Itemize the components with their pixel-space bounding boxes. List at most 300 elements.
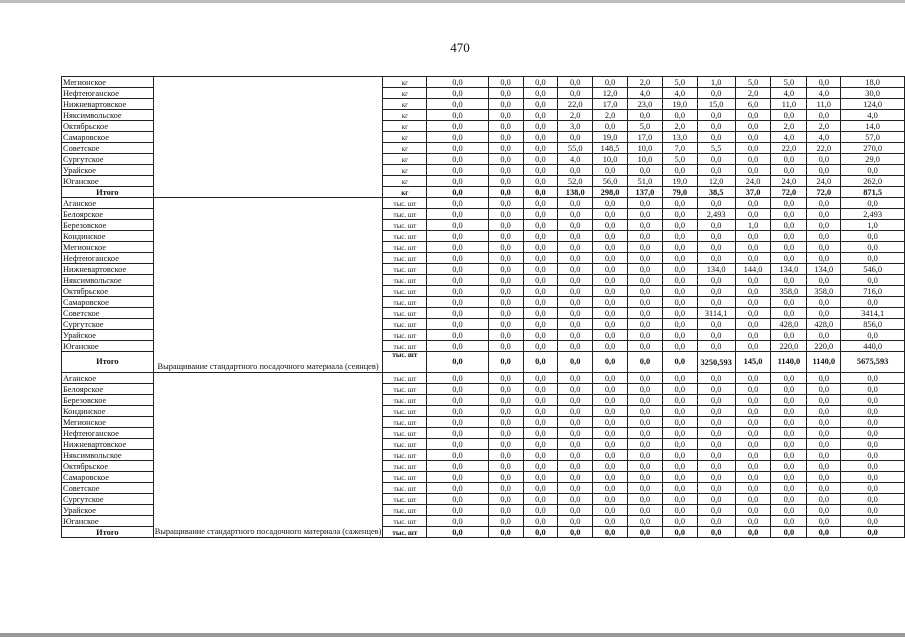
region-name: Октябрьское: [62, 286, 154, 297]
value-cell: 10,0: [628, 154, 663, 165]
value-cell: 0,0: [628, 209, 663, 220]
value-cell: 4,0: [807, 132, 841, 143]
value-cell: 0,0: [771, 494, 807, 505]
value-cell: 0,0: [593, 384, 628, 395]
value-cell: 0,0: [628, 242, 663, 253]
value-cell: 0,0: [488, 187, 523, 198]
value-cell: 134,0: [697, 264, 735, 275]
value-cell: 0,0: [488, 176, 523, 187]
region-name: Березовское: [62, 395, 154, 406]
value-cell: 3250,593: [697, 352, 735, 373]
value-cell: 0,0: [558, 472, 593, 483]
value-cell: 0,0: [735, 121, 771, 132]
value-cell: 144,0: [735, 264, 771, 275]
value-cell: 0,0: [427, 428, 488, 439]
value-cell: 0,0: [593, 505, 628, 516]
unit-cell: тыс. шт: [383, 494, 427, 505]
value-cell: 0,0: [558, 406, 593, 417]
unit-cell: тыс. шт: [383, 319, 427, 330]
value-cell: 0,0: [488, 198, 523, 209]
value-cell: 0,0: [771, 384, 807, 395]
value-cell: 0,0: [841, 297, 905, 308]
unit-cell: тыс. шт: [383, 384, 427, 395]
unit-cell: тыс. шт: [383, 527, 427, 538]
value-cell: 0,0: [841, 231, 905, 242]
value-cell: 0,0: [593, 406, 628, 417]
value-cell: 0,0: [735, 527, 771, 538]
value-cell: 11,0: [771, 99, 807, 110]
value-cell: 0,0: [662, 297, 697, 308]
region-name: Мегионское: [62, 242, 154, 253]
value-cell: 0,0: [488, 121, 523, 132]
value-cell: 0,0: [807, 516, 841, 527]
value-cell: 0,0: [427, 132, 488, 143]
value-cell: 0,0: [662, 472, 697, 483]
value-cell: 0,0: [593, 297, 628, 308]
value-cell: 0,0: [628, 428, 663, 439]
value-cell: 0,0: [807, 373, 841, 384]
value-cell: 0,0: [523, 373, 558, 384]
value-cell: 0,0: [558, 439, 593, 450]
value-cell: 0,0: [662, 461, 697, 472]
value-cell: 0,0: [807, 461, 841, 472]
value-cell: 0,0: [735, 132, 771, 143]
value-cell: 0,0: [523, 187, 558, 198]
value-cell: 0,0: [427, 472, 488, 483]
value-cell: 0,0: [807, 450, 841, 461]
value-cell: 0,0: [593, 341, 628, 352]
region-name: Урайское: [62, 505, 154, 516]
value-cell: 0,0: [523, 450, 558, 461]
value-cell: 0,0: [697, 154, 735, 165]
value-cell: 0,0: [771, 527, 807, 538]
value-cell: 0,0: [662, 417, 697, 428]
unit-cell: тыс. шт: [383, 231, 427, 242]
value-cell: 0,0: [523, 330, 558, 341]
value-cell: 0,0: [771, 472, 807, 483]
value-cell: 0,0: [807, 505, 841, 516]
unit-cell: тыс. шт: [383, 286, 427, 297]
value-cell: 0,0: [771, 439, 807, 450]
value-cell: 0,0: [662, 253, 697, 264]
value-cell: 0,0: [593, 352, 628, 373]
value-cell: 0,0: [523, 286, 558, 297]
value-cell: 0,0: [488, 406, 523, 417]
value-cell: 270,0: [841, 143, 905, 154]
value-cell: 0,0: [558, 77, 593, 88]
value-cell: 0,0: [807, 209, 841, 220]
value-cell: 0,0: [841, 505, 905, 516]
unit-cell: кг: [383, 77, 427, 88]
value-cell: 220,0: [771, 341, 807, 352]
value-cell: 0,0: [558, 132, 593, 143]
value-cell: 0,0: [628, 461, 663, 472]
value-cell: 3,0: [558, 121, 593, 132]
value-cell: 0,0: [523, 461, 558, 472]
value-cell: 5,0: [771, 77, 807, 88]
region-name: Белоярское: [62, 384, 154, 395]
value-cell: 0,0: [523, 319, 558, 330]
value-cell: 0,0: [427, 308, 488, 319]
value-cell: 134,0: [807, 264, 841, 275]
value-cell: 0,0: [593, 527, 628, 538]
value-cell: 0,0: [697, 483, 735, 494]
value-cell: 0,0: [628, 417, 663, 428]
value-cell: 0,0: [488, 450, 523, 461]
value-cell: 0,0: [662, 286, 697, 297]
value-cell: 0,0: [558, 461, 593, 472]
value-cell: 0,0: [523, 341, 558, 352]
value-cell: 5,0: [628, 121, 663, 132]
value-cell: 0,0: [558, 220, 593, 231]
value-cell: 0,0: [523, 275, 558, 286]
value-cell: 0,0: [807, 472, 841, 483]
value-cell: 10,0: [628, 143, 663, 154]
value-cell: 0,0: [558, 165, 593, 176]
value-cell: 0,0: [488, 330, 523, 341]
value-cell: 0,0: [593, 461, 628, 472]
value-cell: 0,0: [488, 417, 523, 428]
region-name: Самаровское: [62, 297, 154, 308]
value-cell: 546,0: [841, 264, 905, 275]
value-cell: 262,0: [841, 176, 905, 187]
value-cell: 0,0: [735, 110, 771, 121]
value-cell: 0,0: [558, 253, 593, 264]
value-cell: 0,0: [558, 231, 593, 242]
value-cell: 0,0: [841, 242, 905, 253]
value-cell: 0,0: [771, 198, 807, 209]
value-cell: 0,0: [488, 209, 523, 220]
value-cell: 0,0: [427, 483, 488, 494]
value-cell: 0,0: [523, 209, 558, 220]
value-cell: 24,0: [735, 176, 771, 187]
value-cell: 0,0: [593, 209, 628, 220]
work-description: Выращивание стандартного посадочного материала (саженцев): [153, 373, 383, 538]
value-cell: 0,0: [593, 439, 628, 450]
value-cell: 0,0: [523, 297, 558, 308]
value-cell: 0,0: [807, 406, 841, 417]
table-row: [62, 198, 905, 209]
value-cell: 0,0: [697, 527, 735, 538]
value-cell: 0,0: [523, 77, 558, 88]
value-cell: 0,0: [841, 472, 905, 483]
value-cell: 0,0: [593, 494, 628, 505]
value-cell: 0,0: [523, 253, 558, 264]
value-cell: 0,0: [593, 286, 628, 297]
value-cell: 0,0: [488, 341, 523, 352]
value-cell: 0,0: [558, 352, 593, 373]
value-cell: 0,0: [662, 505, 697, 516]
value-cell: 17,0: [593, 99, 628, 110]
region-name: Кондинское: [62, 231, 154, 242]
value-cell: 0,0: [735, 428, 771, 439]
value-cell: 0,0: [697, 165, 735, 176]
value-cell: 5675,593: [841, 352, 905, 373]
value-cell: 57,0: [841, 132, 905, 143]
region-name: Сургутское: [62, 319, 154, 330]
value-cell: 3114,1: [697, 308, 735, 319]
value-cell: 0,0: [427, 121, 488, 132]
value-cell: 0,0: [771, 253, 807, 264]
value-cell: 0,0: [841, 384, 905, 395]
value-cell: 0,0: [427, 417, 488, 428]
value-cell: 0,0: [558, 209, 593, 220]
value-cell: 0,0: [662, 264, 697, 275]
region-name: Белоярское: [62, 209, 154, 220]
value-cell: 0,0: [697, 472, 735, 483]
value-cell: 0,0: [488, 505, 523, 516]
value-cell: 0,0: [427, 77, 488, 88]
value-cell: 0,0: [628, 406, 663, 417]
value-cell: 0,0: [771, 483, 807, 494]
unit-cell: кг: [383, 143, 427, 154]
value-cell: 0,0: [735, 330, 771, 341]
value-cell: 0,0: [593, 220, 628, 231]
region-name: Октябрьское: [62, 121, 154, 132]
value-cell: 0,0: [628, 384, 663, 395]
scan-edge-top: [0, 0, 905, 3]
total-label: Итого: [62, 352, 154, 373]
value-cell: 0,0: [558, 264, 593, 275]
value-cell: 0,0: [662, 428, 697, 439]
value-cell: 0,0: [593, 264, 628, 275]
value-cell: 0,0: [697, 505, 735, 516]
value-cell: 0,0: [735, 209, 771, 220]
value-cell: 0,0: [523, 198, 558, 209]
value-cell: 0,0: [735, 308, 771, 319]
value-cell: 0,0: [488, 88, 523, 99]
value-cell: 0,0: [771, 110, 807, 121]
value-cell: 0,0: [427, 352, 488, 373]
value-cell: 0,0: [523, 242, 558, 253]
value-cell: 0,0: [735, 341, 771, 352]
value-cell: 0,0: [628, 297, 663, 308]
value-cell: 0,0: [488, 286, 523, 297]
value-cell: 0,0: [697, 286, 735, 297]
value-cell: 0,0: [558, 308, 593, 319]
value-cell: 0,0: [771, 461, 807, 472]
unit-cell: тыс. шт: [383, 450, 427, 461]
value-cell: 0,0: [558, 417, 593, 428]
value-cell: 0,0: [662, 308, 697, 319]
unit-cell: кг: [383, 121, 427, 132]
scan-edge-bottom: [0, 633, 905, 637]
value-cell: 0,0: [488, 77, 523, 88]
value-cell: 0,0: [841, 330, 905, 341]
value-cell: 0,0: [628, 395, 663, 406]
value-cell: 0,0: [593, 253, 628, 264]
work-description: Выращивание стандартного посадочного материала (сеянцев): [153, 198, 383, 373]
value-cell: 5,0: [662, 154, 697, 165]
value-cell: 0,0: [697, 395, 735, 406]
value-cell: 30,0: [841, 88, 905, 99]
value-cell: 0,0: [735, 472, 771, 483]
value-cell: 134,0: [771, 264, 807, 275]
value-cell: 0,0: [558, 198, 593, 209]
region-name: Урайское: [62, 165, 154, 176]
value-cell: 0,0: [697, 88, 735, 99]
value-cell: 0,0: [628, 308, 663, 319]
value-cell: 72,0: [807, 187, 841, 198]
value-cell: 0,0: [662, 341, 697, 352]
value-cell: 0,0: [427, 253, 488, 264]
value-cell: 22,0: [558, 99, 593, 110]
value-cell: 4,0: [771, 88, 807, 99]
value-cell: 0,0: [488, 242, 523, 253]
value-cell: 0,0: [427, 209, 488, 220]
value-cell: 0,0: [523, 143, 558, 154]
value-cell: 0,0: [841, 406, 905, 417]
value-cell: 0,0: [593, 308, 628, 319]
value-cell: 11,0: [807, 99, 841, 110]
value-cell: 4,0: [628, 88, 663, 99]
value-cell: 0,0: [735, 143, 771, 154]
value-cell: 0,0: [697, 450, 735, 461]
value-cell: 0,0: [488, 494, 523, 505]
value-cell: 0,0: [841, 417, 905, 428]
total-label: Итого: [62, 527, 154, 538]
unit-cell: тыс. шт: [383, 417, 427, 428]
value-cell: 0,0: [488, 297, 523, 308]
value-cell: 871,5: [841, 187, 905, 198]
value-cell: 0,0: [662, 319, 697, 330]
value-cell: 0,0: [771, 275, 807, 286]
value-cell: 0,0: [807, 395, 841, 406]
value-cell: 0,0: [523, 154, 558, 165]
value-cell: 0,0: [488, 483, 523, 494]
value-cell: 0,0: [841, 483, 905, 494]
value-cell: 0,0: [771, 516, 807, 527]
value-cell: 0,0: [488, 352, 523, 373]
unit-cell: кг: [383, 88, 427, 99]
value-cell: 0,0: [628, 231, 663, 242]
unit-cell: тыс. шт: [383, 373, 427, 384]
value-cell: 4,0: [662, 88, 697, 99]
value-cell: 0,0: [807, 154, 841, 165]
value-cell: 0,0: [662, 373, 697, 384]
value-cell: 0,0: [523, 264, 558, 275]
unit-cell: тыс. шт: [383, 297, 427, 308]
value-cell: 0,0: [488, 373, 523, 384]
value-cell: 0,0: [735, 253, 771, 264]
value-cell: 0,0: [488, 428, 523, 439]
value-cell: 0,0: [841, 439, 905, 450]
value-cell: 0,0: [662, 450, 697, 461]
value-cell: 0,0: [841, 516, 905, 527]
value-cell: 0,0: [628, 275, 663, 286]
value-cell: 0,0: [662, 110, 697, 121]
value-cell: 56,0: [593, 176, 628, 187]
value-cell: 0,0: [807, 330, 841, 341]
value-cell: 0,0: [523, 439, 558, 450]
value-cell: 0,0: [593, 330, 628, 341]
value-cell: 0,0: [593, 428, 628, 439]
unit-cell: тыс. шт: [383, 308, 427, 319]
value-cell: 0,0: [558, 297, 593, 308]
value-cell: 0,0: [558, 505, 593, 516]
value-cell: 0,0: [697, 253, 735, 264]
value-cell: 51,0: [628, 176, 663, 187]
value-cell: 0,0: [735, 395, 771, 406]
value-cell: 0,0: [628, 220, 663, 231]
value-cell: 0,0: [628, 165, 663, 176]
value-cell: 0,0: [628, 110, 663, 121]
value-cell: 0,0: [771, 505, 807, 516]
value-cell: 2,0: [593, 110, 628, 121]
value-cell: 220,0: [807, 341, 841, 352]
value-cell: 0,0: [558, 395, 593, 406]
value-cell: 24,0: [771, 176, 807, 187]
value-cell: 0,0: [558, 275, 593, 286]
unit-cell: кг: [383, 165, 427, 176]
value-cell: 0,0: [771, 242, 807, 253]
unit-cell: тыс. шт: [383, 461, 427, 472]
value-cell: 0,0: [697, 330, 735, 341]
value-cell: 38,5: [697, 187, 735, 198]
value-cell: 0,0: [662, 198, 697, 209]
table-row: [62, 77, 905, 88]
value-cell: 0,0: [697, 461, 735, 472]
value-cell: 0,0: [807, 110, 841, 121]
value-cell: 0,0: [841, 428, 905, 439]
value-cell: 137,0: [628, 187, 663, 198]
value-cell: 0,0: [771, 417, 807, 428]
value-cell: 0,0: [771, 209, 807, 220]
value-cell: 0,0: [523, 472, 558, 483]
value-cell: 0,0: [662, 275, 697, 286]
value-cell: 1140,0: [807, 352, 841, 373]
value-cell: 0,0: [662, 516, 697, 527]
value-cell: 2,0: [735, 88, 771, 99]
value-cell: 14,0: [841, 121, 905, 132]
region-name: Сургутское: [62, 154, 154, 165]
value-cell: 4,0: [558, 154, 593, 165]
value-cell: 52,0: [558, 176, 593, 187]
value-cell: 0,0: [558, 516, 593, 527]
page-number: 470: [450, 40, 470, 55]
value-cell: 0,0: [771, 373, 807, 384]
value-cell: 0,0: [628, 439, 663, 450]
value-cell: 0,0: [427, 450, 488, 461]
value-cell: 0,0: [807, 198, 841, 209]
unit-cell: тыс. шт: [383, 253, 427, 264]
value-cell: 0,0: [771, 231, 807, 242]
value-cell: 0,0: [662, 231, 697, 242]
value-cell: 24,0: [807, 176, 841, 187]
value-cell: 0,0: [662, 165, 697, 176]
value-cell: 856,0: [841, 319, 905, 330]
region-name: Нефтеюганское: [62, 88, 154, 99]
value-cell: 0,0: [488, 132, 523, 143]
unit-cell: кг: [383, 99, 427, 110]
region-name: Кондинское: [62, 406, 154, 417]
region-name: Самаровское: [62, 132, 154, 143]
value-cell: 0,0: [593, 417, 628, 428]
value-cell: 0,0: [697, 242, 735, 253]
value-cell: 0,0: [593, 450, 628, 461]
region-name: Самаровское: [62, 472, 154, 483]
value-cell: 0,0: [771, 395, 807, 406]
value-cell: 0,0: [807, 308, 841, 319]
value-cell: 0,0: [697, 319, 735, 330]
value-cell: 29,0: [841, 154, 905, 165]
unit-cell: кг: [383, 187, 427, 198]
value-cell: 0,0: [488, 516, 523, 527]
value-cell: 0,0: [735, 231, 771, 242]
value-cell: 0,0: [628, 373, 663, 384]
value-cell: 0,0: [807, 242, 841, 253]
value-cell: 145,0: [735, 352, 771, 373]
